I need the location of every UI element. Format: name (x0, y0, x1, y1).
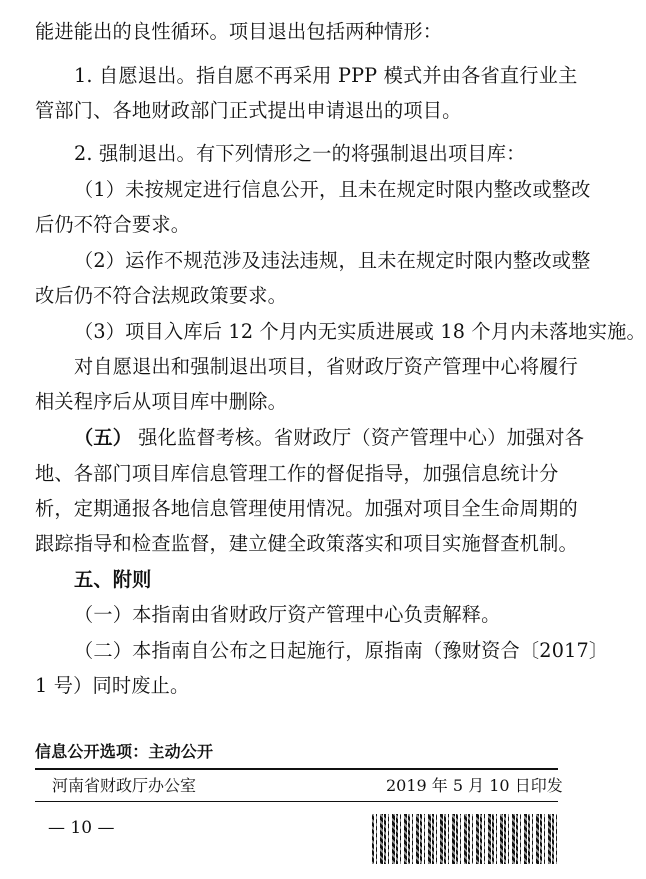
qr-barcode-image (372, 814, 560, 864)
text-line-4: 2. 强制退出。有下列情形之一的将强制退出项目库： (74, 142, 526, 165)
text-line-10: 对自愿退出和强制退出项目，省财政厅资产管理中心将履行 (74, 355, 579, 378)
text-line-5: （1）未按规定进行信息公开，且未在规定时限内整改或整改 (74, 178, 591, 201)
footer-top-rule (35, 768, 558, 770)
text-line-3: 管部门、各地财政部门正式提出申请退出的项目。 (35, 99, 462, 122)
text-line-1: 能进能出的良性循环。项目退出包括两种情形： (35, 20, 443, 43)
section-5-text: 强化监督考核。省财政厅（资产管理中心）加强对各 (138, 426, 585, 449)
section-heading-appendix: 五、附则 (74, 568, 152, 591)
disclosure-option: 信息公开选项：主动公开 (35, 742, 214, 761)
issuer-office: 河南省财政厅办公室 (52, 776, 197, 795)
text-line-18: （二）本指南自公布之日起施行，原指南（豫财资合〔2017〕 (74, 639, 609, 662)
page-number: — 10 — (48, 818, 115, 838)
text-line-8: 改后仍不符合法规政策要求。 (35, 284, 288, 307)
text-line-14: 析，定期通报各地信息管理使用情况。加强对项目全生命周期的 (35, 497, 578, 520)
footer-bottom-rule (35, 801, 558, 802)
text-line-17: （一）本指南由省财政厅资产管理中心负责解释。 (74, 603, 501, 626)
text-line-9: （3）项目入库后 12 个月内无实质进展或 18 个月内未落地实施。 (74, 320, 646, 343)
text-line-2: 1. 自愿退出。指自愿不再采用 PPP 模式并由各省直行业主 (74, 64, 578, 87)
text-line-6: 后仍不符合要求。 (35, 213, 191, 236)
text-line-11: 相关程序后从项目库中删除。 (35, 390, 288, 413)
text-line-12 (74, 426, 585, 450)
text-line-19: 1 号）同时废止。 (35, 674, 190, 697)
text-line-7: （2）运作不规范涉及违法违规，且未在规定时限内整改或整 (74, 249, 591, 272)
section-5-prefix: （五） (74, 426, 133, 449)
text-line-15: 跟踪指导和检查监督，建立健全政策落实和项目实施督查机制。 (35, 532, 578, 555)
text-line-13: 地、各部门项目库信息管理工作的督促指导，加强信息统计分 (35, 462, 559, 485)
issue-date: 2019 年 5 月 10 日印发 (386, 776, 563, 795)
